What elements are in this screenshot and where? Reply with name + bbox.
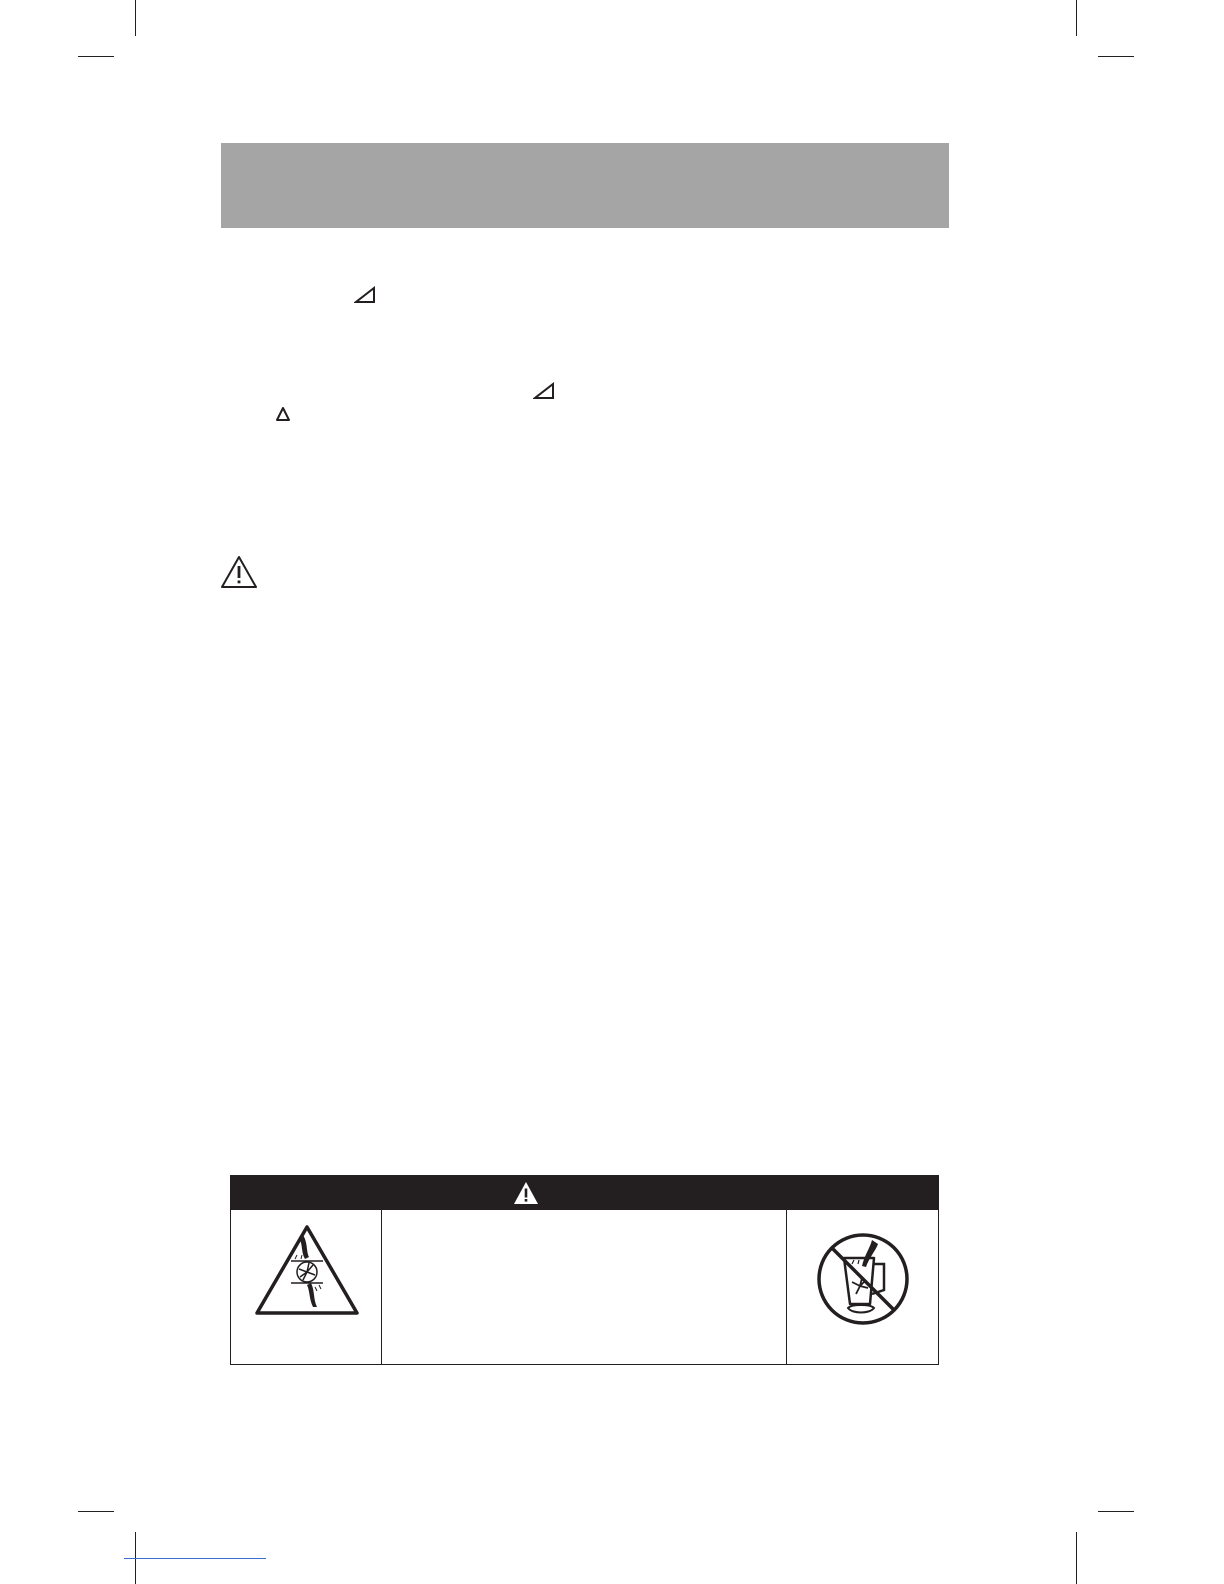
warning-cell-right (786, 1210, 938, 1364)
no-hand-in-blender-icon (814, 1230, 912, 1328)
section-header-band (221, 143, 949, 228)
warning-triangle-icon (513, 1181, 539, 1205)
warning-header-bar (231, 1176, 938, 1210)
warning-cell-text (381, 1210, 787, 1364)
crop-mark-bottom-right-vertical (1076, 1532, 1077, 1584)
right-triangle-icon (354, 286, 376, 304)
crop-mark-top-left-horizontal (78, 56, 114, 57)
crop-mark-top-right-vertical (1076, 0, 1077, 36)
right-triangle-icon (533, 382, 555, 400)
triangle-outline-icon (275, 406, 291, 422)
warning-box (230, 1175, 939, 1365)
crop-mark-top-left-vertical (135, 0, 136, 36)
link-underline (124, 1558, 266, 1559)
crop-mark-bottom-left-horizontal (78, 1511, 114, 1512)
warning-cell-left (231, 1210, 382, 1364)
warning-triangle-icon (219, 554, 259, 590)
crop-mark-top-right-horizontal (1098, 56, 1134, 57)
crop-mark-bottom-right-horizontal (1098, 1511, 1134, 1512)
rotating-blade-hazard-icon (253, 1223, 361, 1319)
